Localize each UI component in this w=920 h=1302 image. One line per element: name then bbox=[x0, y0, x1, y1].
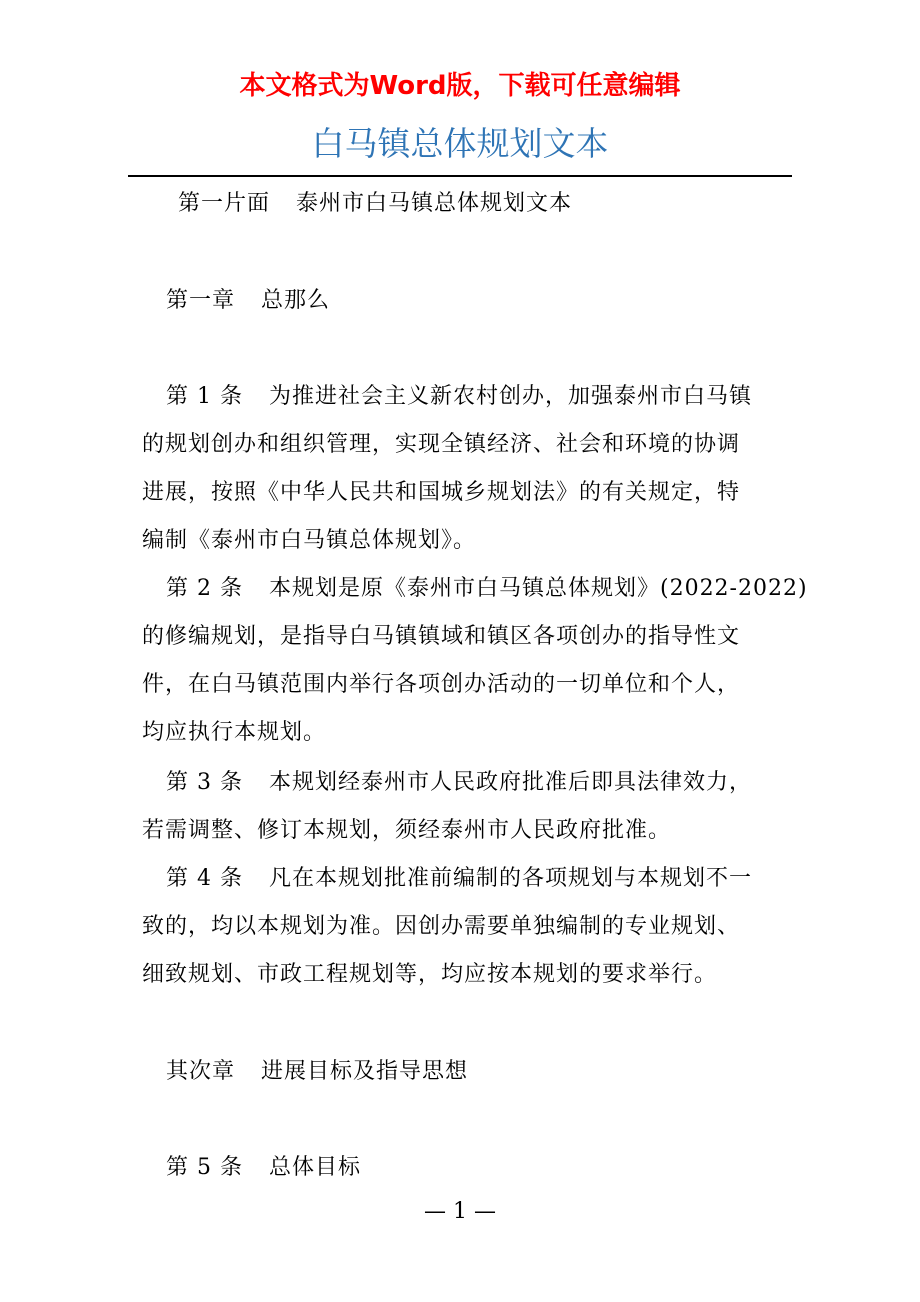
part-label: 第一片面 bbox=[178, 191, 271, 216]
article-1-line: 进展，按照《中华人民共和国城乡规划法》的有关规定，特 bbox=[142, 480, 741, 505]
article-2-text: 本规划是原《泰州市白马镇总体规划》(2022-2022) bbox=[268, 576, 808, 601]
article-5-heading bbox=[166, 1152, 361, 1184]
article-3-label: 第 3 条 bbox=[166, 770, 243, 795]
document-title: 白马镇总体规划文本 bbox=[311, 124, 609, 163]
part-name: 泰州市白马镇总体规划文本 bbox=[296, 191, 573, 216]
article-2-line: 的修编规划，是指导白马镇镇域和镇区各项创办的指导性文 bbox=[142, 624, 741, 649]
article-2-label: 第 2 条 bbox=[166, 576, 243, 601]
article-2-line: 均应执行本规划。 bbox=[142, 720, 327, 745]
chapter-2-label: 其次章 bbox=[166, 1059, 236, 1084]
article-2-line: 件，在白马镇范围内举行各项创办活动的一切单位和个人， bbox=[142, 672, 741, 697]
article-1-text: 为推进社会主义新农村创办，加强泰州市白马镇 bbox=[268, 384, 752, 409]
page-number: — 1 — bbox=[424, 1199, 496, 1224]
chapter-1-name: 总那么 bbox=[261, 288, 331, 313]
article-3-first-line bbox=[166, 767, 752, 799]
download-notice-banner: 本文格式为Word版，下载可任意编辑 bbox=[239, 71, 681, 101]
article-4-text: 凡在本规划批准前编制的各项规划与本规划不一 bbox=[268, 866, 752, 891]
title-divider bbox=[128, 175, 792, 177]
article-4-label: 第 4 条 bbox=[166, 866, 243, 891]
chapter-2-name: 进展目标及指导思想 bbox=[261, 1059, 469, 1084]
chapter-1-label: 第一章 bbox=[166, 288, 236, 313]
article-1-first-line bbox=[166, 381, 752, 413]
article-1-line: 的规划创办和组织管理，实现全镇经济、社会和环境的协调 bbox=[142, 432, 741, 457]
article-2-first-line bbox=[166, 573, 808, 605]
article-4-line: 致的，均以本规划为准。因创办需要单独编制的专业规划、 bbox=[142, 914, 741, 939]
article-4-line: 细致规划、市政工程规划等，均应按本规划的要求举行。 bbox=[142, 962, 718, 987]
chapter-2-heading bbox=[166, 1056, 468, 1088]
article-1-line: 编制《泰州市白马镇总体规划》。 bbox=[142, 528, 477, 553]
article-3-line: 若需调整、修订本规划，须经泰州市人民政府批准。 bbox=[142, 818, 672, 843]
article-4-first-line bbox=[166, 863, 752, 895]
part-heading bbox=[178, 188, 572, 220]
chapter-1-heading bbox=[166, 285, 330, 317]
article-1-label: 第 1 条 bbox=[166, 384, 243, 409]
article-3-text: 本规划经泰州市人民政府批准后即具法律效力， bbox=[268, 770, 752, 795]
article-5-name: 总体目标 bbox=[268, 1155, 361, 1180]
article-5-label: 第 5 条 bbox=[166, 1155, 243, 1180]
